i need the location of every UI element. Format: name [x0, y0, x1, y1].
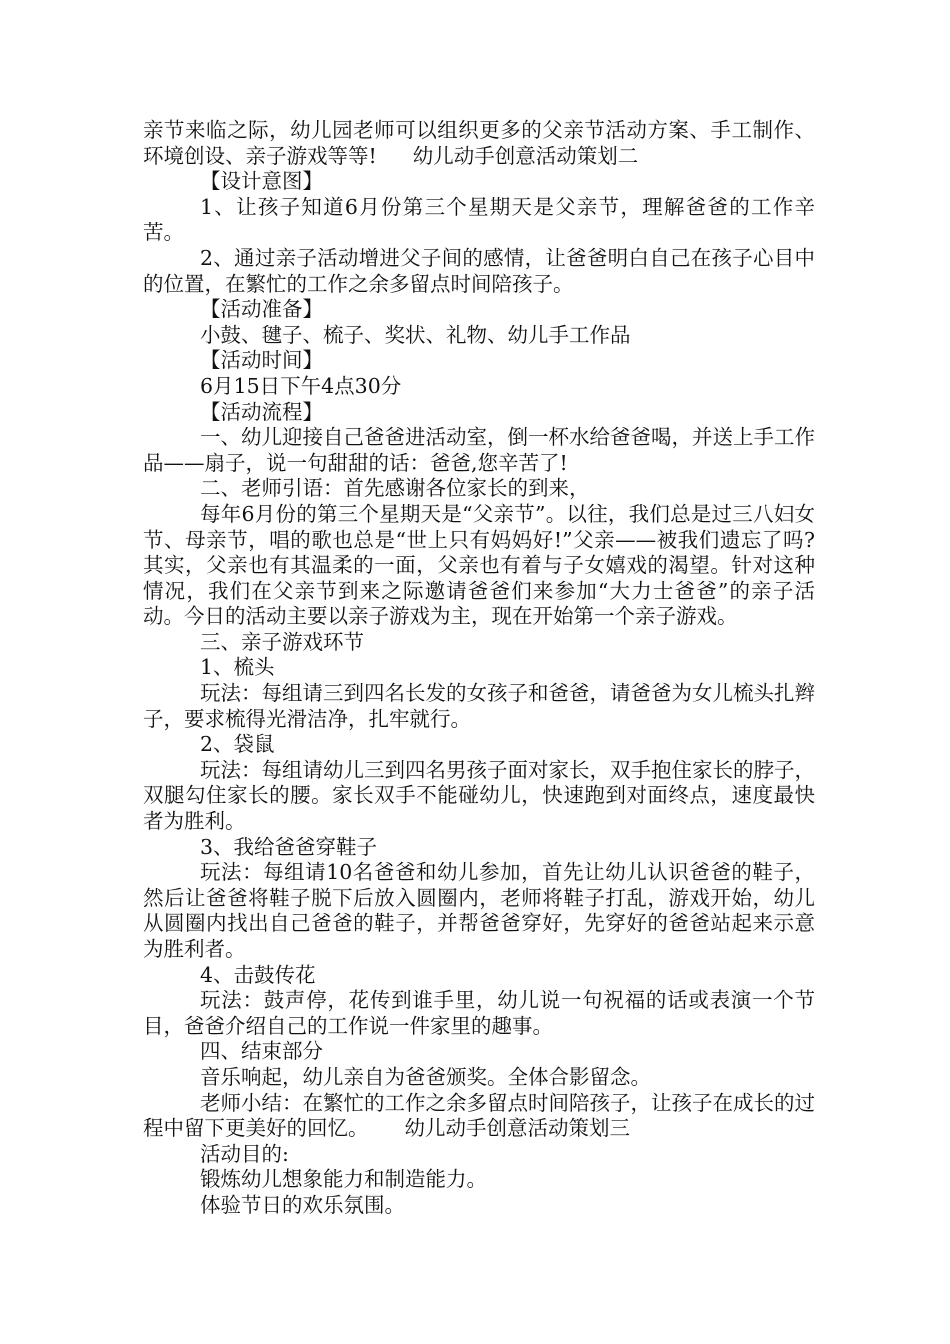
paragraph-text: 亲节来临之际，幼儿园老师可以组织更多的父亲节活动方案、手工制作、环境创设、亲子游戏等等! — [143, 118, 815, 168]
heading-process: 【活动流程】 — [200, 399, 323, 424]
game-title-drum: 4、击鼓传花 — [200, 962, 316, 987]
paragraph-step-1: 一、幼儿迎接自己爸爸进活动室，倒一杯水给爸爸喝，并送上手工作品——扇子，说一句甜甜的话：爸爸,您辛苦了! — [143, 425, 815, 475]
paragraph-step-3: 三、亲子游戏环节 — [200, 629, 364, 654]
section-heading-plan-two: 幼儿动手创意活动策划二 — [412, 143, 639, 168]
paragraph-text: 老师小结：在繁忙的工作之余多留点时间陪孩子，让孩子在成长的过程中留下更美好的回忆。 — [143, 1090, 815, 1141]
heading-purpose: 活动目的: — [200, 1141, 289, 1166]
game-rules-kangaroo: 玩法：每组请幼儿三到四名男孩子面对家长，双手抱住家长的脖子，双腿勾住家长的腰。家长双手不能碰幼儿，快速跑到对面终点，速度最快者为胜利。 — [143, 757, 815, 834]
paragraph-step-4: 四、结束部分 — [200, 1039, 323, 1064]
heading-design-intent: 【设计意图】 — [200, 169, 323, 194]
game-title-kangaroo: 2、袋鼠 — [200, 732, 275, 757]
paragraph-award: 音乐响起，幼儿亲自为爸爸颁奖。全体合影留念。 — [200, 1064, 651, 1089]
game-rules-shoes: 玩法：每组请10名爸爸和幼儿参加，首先让幼儿认识爸爸的鞋子，然后让爸爸将鞋子脱下后放入圆圈内，老师将鞋子打乱，游戏开始，幼儿从圆圈内找出自己爸爸的鞋子，并帮爸爸穿好，先穿好的爸爸站起来示意为胜利者。 — [143, 860, 815, 961]
game-title-combing: 1、梳头 — [200, 655, 275, 680]
paragraph-materials: 小鼓、毽子、梳子、奖状、礼物、幼儿手工作品 — [200, 322, 631, 347]
paragraph-goal-2: 2、通过亲子活动增进父子间的感情，让爸爸明白自己在孩子心目中的位置，在繁忙的工作之余多留点时间陪孩子。 — [143, 245, 815, 296]
game-title-shoes: 3、我给爸爸穿鞋子 — [200, 834, 378, 859]
heading-preparation: 【活动准备】 — [200, 297, 323, 322]
game-rules-drum: 玩法：鼓声停，花传到谁手里，幼儿说一句祝福的话或表演一个节目，爸爸介绍自己的工作说一件家里的趣事。 — [143, 988, 815, 1038]
heading-time: 【活动时间】 — [200, 348, 323, 373]
paragraph-intro — [143, 118, 815, 169]
paragraph-purpose-2: 体验节日的欢乐氛围。 — [200, 1192, 405, 1217]
game-rules-combing: 玩法：每组请三到四名长发的女孩子和爸爸，请爸爸为女儿梳头扎辫子，要求梳得光滑洁净，扎牢就行。 — [143, 681, 815, 731]
section-heading-plan-three: 幼儿动手创意活动策划三 — [404, 1116, 630, 1141]
paragraph-teacher-speech: 每年6月份的第三个星期天是“父亲节”。以往，我们总是过三八妇女节、母亲节，唱的歌也总是“世上只有妈妈好!”父亲——被我们遗忘了吗?其实，父亲也有其温柔的一面，父亲也有着与子女嬉戏的渴望。针对这种情况，我们在父亲节到来之际邀请爸爸们来参加“大力士爸爸”的亲子活动。今日的活动主要以亲子游戏为主，现在开始第一个亲子游戏。 — [143, 501, 815, 629]
paragraph-step-2: 二、老师引语：首先感谢各位家长的到来， — [200, 476, 590, 501]
paragraph-purpose-1: 锻炼幼儿想象能力和制造能力。 — [200, 1167, 487, 1192]
paragraph-summary — [143, 1091, 815, 1142]
paragraph-time: 6月15日下午4点30分 — [200, 373, 402, 398]
paragraph-goal-1: 1、让孩子知道6月份第三个星期天是父亲节，理解爸爸的工作辛苦。 — [143, 194, 815, 245]
document-body — [143, 118, 815, 1219]
